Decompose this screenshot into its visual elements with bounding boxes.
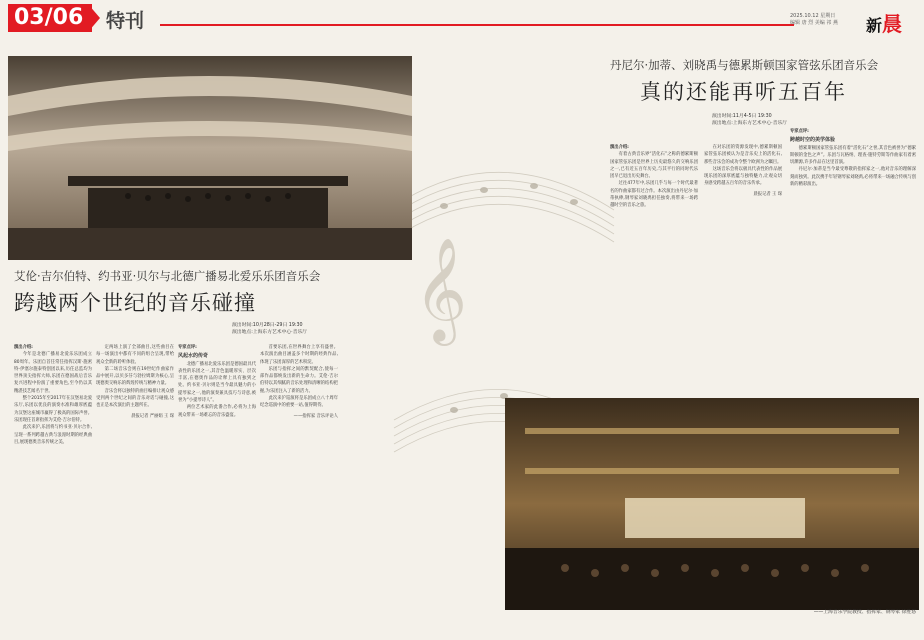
article2-column-3: [790, 128, 916, 394]
article1-col4-para: 首要乐团,在世界舞台上享有盛誉。本次演出曲目涵盖多个时期的经典作品,体现了乐团深厚的艺术积淀。: [260, 345, 338, 365]
article1-title: 跨越两个世纪的音乐碰撞: [14, 291, 256, 315]
article1-column-2: [96, 344, 174, 624]
article2-column-2: [704, 144, 782, 394]
article1-col2-para: 定两场上演了全部曲目,这些曲目在每一场演出中都有不同的组合呈现,带给观众全新的聆听体验。: [96, 345, 174, 365]
orchestra-hall-photo: [8, 56, 412, 260]
article2-col2-para: 这场音乐会将以极具代表性的作品展现乐团的深厚底蕴与独特魅力,让观众切身感受跨越五百年的音乐传承。: [704, 166, 782, 187]
article1-column-1: [14, 344, 92, 624]
concert-hall-photo: [505, 398, 919, 610]
article1-col3-para: 北德广播易北爱乐乐团是德国最具代表性的乐团之一,其音色温暖厚实、层次丰富,在德奥作品的诠释上具有独到之处。约书亚·贝尔则是当今最具魅力的小提琴家之一,他的演奏兼具技巧与诗意,被誉为“小提琴诗人”。: [178, 361, 256, 404]
article1-column-4: [260, 344, 338, 624]
page-header: [0, 0, 924, 38]
article2-col3-para: 专家点评:: [790, 129, 809, 134]
article1-col1-para: 今年是北德广播易北爱乐乐团成立80周年。乐团自首任常任指挥汉斯·施密特-伊塞尔施泰特创团以来,历任总监均为世界顶尖指挥大师,乐团在德国战后音乐复兴进程中扮演了重要角色,至今仍以其精湛技艺闻名于世。: [14, 352, 92, 394]
article1-col4-byline: ——指挥家 音乐评论人: [293, 413, 338, 419]
article2-col2-para: 在对乐团的资源发现中,德累斯顿国家管弦乐团被认为是音乐史上的活化石,那些音乐会的成功令整个欧洲为之瞩目。: [704, 145, 782, 165]
newspaper-logo: [866, 8, 902, 37]
article2-caption: ——上海音乐学院教授、指挥家、钢琴家 徐胜悠: [813, 610, 916, 615]
header-meta: [790, 13, 860, 27]
article1-col1-para: 演出介绍:: [14, 345, 33, 350]
article1-col2-para: 第二场音乐会则在19世纪作曲家作品中展开,以贝多芬与勃拉姆斯为核心,呈现德奥交响乐的辉煌传统与精神力量。: [96, 366, 174, 387]
article1-col4-para: 此次来沪巡演将是乐团成立八十周年纪念巡演中的重要一站,值得期待。: [260, 396, 338, 409]
article2-col3-para: 德累斯顿国家管弦乐团有着“活化石”之誉,其音色被誉为“德累斯顿的金色之声”。乐团与瓦格纳、理查·施特劳斯等作曲家有着密切渊源,许多作品在这里首演。: [790, 145, 916, 166]
article2-subtitle: 丹尼尔·加蒂、刘晓禹与德累斯顿国家管弦乐团音乐会: [610, 58, 879, 72]
article1-col3-para: 两位艺术家的此番合作,必将为上海观众带来一场难忘的音乐盛宴。: [178, 405, 256, 418]
article2-info-line: 演出地点:上海东方艺术中心·音乐厅: [712, 121, 788, 126]
article2-byline: 晨报记者 王 琛: [753, 191, 782, 197]
article1-column-3: [178, 344, 256, 624]
article1-info-line: 演出时间:10月28日-29日 19:30: [232, 323, 303, 328]
article2-title: 真的还能再听五百年: [640, 80, 847, 104]
article2-col1-para: 有着古典音乐界“活化石”之称的德累斯顿国家管弦乐团是世界上历史最悠久的交响乐团之一,已有近五百年历史,与其平行的同时代乐团早已退出历史舞台。: [610, 152, 698, 180]
article1-col2-para: 音乐会将以独特的曲目编排让观众感受到两个世纪之间的音乐对话与碰撞,这也正是本次演出的主题所在。: [96, 388, 174, 409]
page-number: 03/06: [8, 4, 92, 32]
article1-info: [232, 322, 382, 336]
article2-col3-subhead: 跨越时空的美学体验: [790, 137, 836, 144]
article1-col1-para: 整个2015年至2017年在汉堡易北爱乐厅,乐团以优良的演奏水准和雄厚底蕴为汉堡这座城市赢得了极高的国际声誉。乐团现任首席指挥为艾伦·吉尔伯特。: [14, 396, 92, 423]
section-label: 特刊: [106, 10, 145, 32]
article2-info-line: 演出时间:11月4-5日 19:30: [712, 114, 772, 119]
article1-col1-para: 此次来沪,乐团将与约书亚·贝尔合作,呈现一系列跨越古典与浪漫时期的经典曲目,展现德奥音乐传统之美。: [14, 425, 92, 445]
page-number-arrow-icon: [88, 4, 100, 32]
logo-highlight: 晨: [882, 12, 903, 36]
header-meta-line: 编辑 唐 烈 美编 祁 燕: [790, 20, 838, 26]
article2-col1-para: 过往477年中,乐团几乎与每一个时代最著名的作曲家都有过合作。本次演出由丹尼尔·加蒂执棒,钢琴家刘晓禹担任独奏,将带来一场跨越时空的音乐之旅。: [610, 181, 698, 209]
svg-text:𝄞: 𝄞: [414, 237, 468, 342]
article1-col3-para: 专家点评:: [178, 345, 197, 350]
article1-subtitle: 艾伦·吉尔伯特、约书亚·贝尔与北德广播易北爱乐乐团音乐会: [14, 269, 321, 283]
article1-col4-para: 乐团与指挥之间的默契配合,使每一部作品都焕发出新的生命力。艾伦·吉尔伯特以其细腻的音乐处理和清晰的结构把握,为乐团注入了新的活力。: [260, 366, 338, 394]
article1-byline: 晨报记者 严丽娟 王 琛: [131, 413, 174, 419]
article2-column-1: [610, 144, 698, 394]
article1-info-line: 演出地点:上海东方艺术中心·音乐厅: [232, 330, 308, 335]
logo-text: 新: [866, 16, 883, 35]
article2-col1-para: 演出介绍:: [610, 145, 629, 150]
article2-info: [712, 113, 862, 127]
header-rule: [160, 24, 794, 26]
article1-col3-subhead: 风起水的传奇: [178, 353, 209, 360]
article2-col3-para: 丹尼尔·加蒂是当今最受尊敬的指挥家之一,他对音乐的理解深刻而独到。此次携手年轻钢琴家刘晓禹,必将带来一场融合传统与创新的精彩演出。: [790, 167, 916, 188]
header-meta-line: 2025.10.12 星期日: [790, 13, 836, 19]
